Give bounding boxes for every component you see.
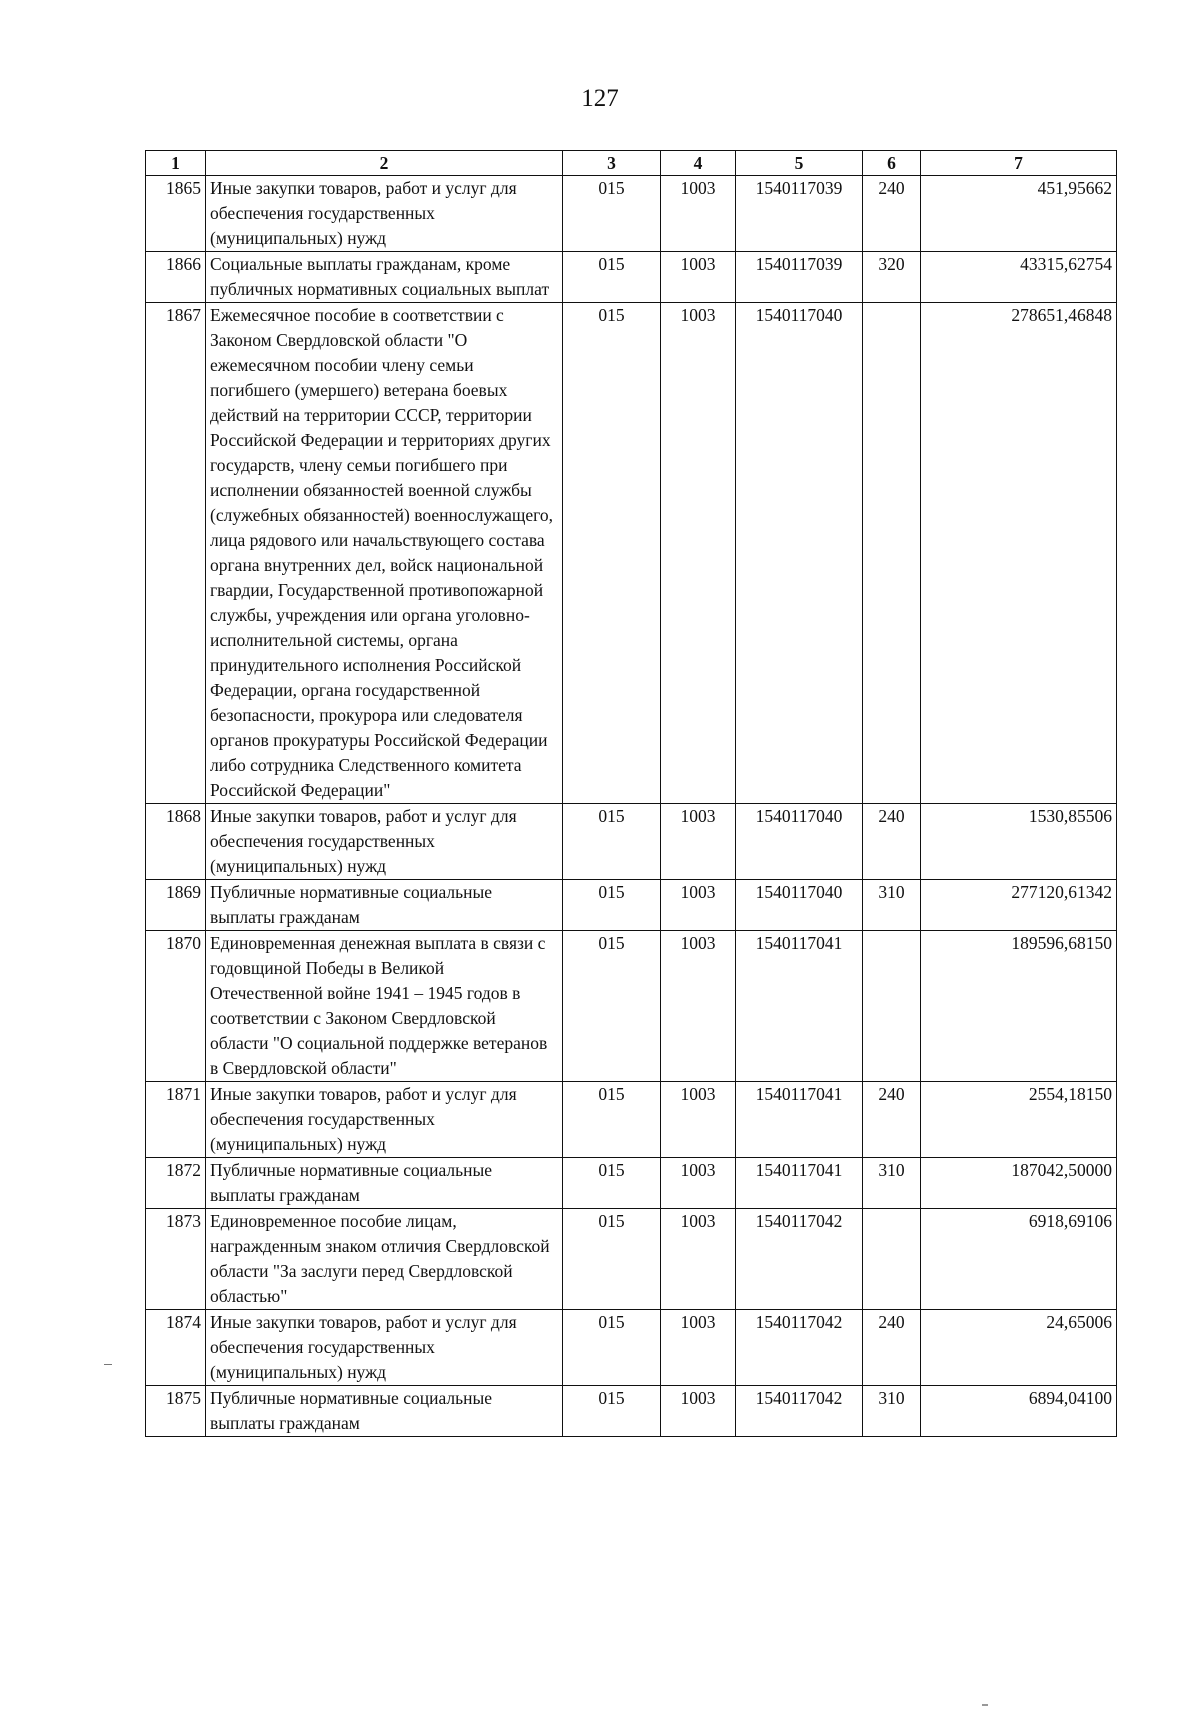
table-header-row <box>146 151 1117 176</box>
amount: 187042,50000 <box>921 1158 1117 1209</box>
section-code: 1003 <box>661 804 736 880</box>
expense-type-code: 240 <box>863 804 921 880</box>
amount: 1530,85506 <box>921 804 1117 880</box>
item-name: Ежемесячное пособие в соответствии с Законом Свердловской области "О ежемесячном пособии члену семьи погибшего (умершего) ветерана боевых действий на территории СССР, территории Российской Федерации и территориях других государств, члену семьи погибшего при исполнении обязанностей военной службы (служебных обязанностей) военнослужащего, лица рядового или начальствующего состава органа внутренних дел, войск национальной гвардии, Государственной противопожарной службы, учреждения или органа уголовно-исполнительной системы, органа принудительного исполнения Российской Федерации, органа государственной безопасности, прокурора или следователя органов прокуратуры Российской Федерации либо сотрудника Следственного комитета Российской Федерации" <box>206 303 563 804</box>
ministry-code: 015 <box>563 931 661 1082</box>
ministry-code: 015 <box>563 804 661 880</box>
amount: 2554,18150 <box>921 1082 1117 1158</box>
item-name: Публичные нормативные социальные выплаты гражданам <box>206 1386 563 1437</box>
table-row <box>146 931 1117 1082</box>
amount: 43315,62754 <box>921 252 1117 303</box>
table-row <box>146 880 1117 931</box>
target-article-code: 1540117040 <box>736 804 863 880</box>
row-number: 1873 <box>146 1209 206 1310</box>
amount: 451,95662 <box>921 176 1117 252</box>
expense-type-code <box>863 303 921 804</box>
column-header: 7 <box>921 151 1117 176</box>
item-name: Иные закупки товаров, работ и услуг для обеспечения государственных (муниципальных) нужд <box>206 176 563 252</box>
table-row <box>146 1158 1117 1209</box>
section-code: 1003 <box>661 1310 736 1386</box>
row-number: 1871 <box>146 1082 206 1158</box>
target-article-code: 1540117042 <box>736 1209 863 1310</box>
table-row <box>146 1082 1117 1158</box>
column-header: 6 <box>863 151 921 176</box>
table-row <box>146 1310 1117 1386</box>
item-name: Публичные нормативные социальные выплаты гражданам <box>206 1158 563 1209</box>
target-article-code: 1540117042 <box>736 1310 863 1386</box>
column-header: 1 <box>146 151 206 176</box>
amount: 277120,61342 <box>921 880 1117 931</box>
expense-type-code: 240 <box>863 1082 921 1158</box>
section-code: 1003 <box>661 1082 736 1158</box>
row-number: 1866 <box>146 252 206 303</box>
item-name: Социальные выплаты гражданам, кроме публичных нормативных социальных выплат <box>206 252 563 303</box>
section-code: 1003 <box>661 880 736 931</box>
target-article-code: 1540117041 <box>736 1082 863 1158</box>
column-header: 5 <box>736 151 863 176</box>
expense-type-code: 310 <box>863 880 921 931</box>
item-name: Иные закупки товаров, работ и услуг для обеспечения государственных (муниципальных) нужд <box>206 804 563 880</box>
amount: 189596,68150 <box>921 931 1117 1082</box>
ministry-code: 015 <box>563 880 661 931</box>
row-number: 1875 <box>146 1386 206 1437</box>
expense-type-code: 240 <box>863 1310 921 1386</box>
item-name: Единовременное пособие лицам, награжденным знаком отличия Свердловской области "За заслуги перед Свердловской областью" <box>206 1209 563 1310</box>
expense-type-code: 310 <box>863 1386 921 1437</box>
expense-type-code: 240 <box>863 176 921 252</box>
row-number: 1869 <box>146 880 206 931</box>
item-name: Единовременная денежная выплата в связи с годовщиной Победы в Великой Отечественной войне 1941 – 1945 годов в соответствии с Законом Свердловской области "О социальной поддержке ветеранов в Свердловской области" <box>206 931 563 1082</box>
column-header: 4 <box>661 151 736 176</box>
column-header: 2 <box>206 151 563 176</box>
margin-mark <box>982 1704 988 1706</box>
section-code: 1003 <box>661 1158 736 1209</box>
ministry-code: 015 <box>563 1209 661 1310</box>
amount: 6918,69106 <box>921 1209 1117 1310</box>
amount: 278651,46848 <box>921 303 1117 804</box>
target-article-code: 1540117039 <box>736 176 863 252</box>
section-code: 1003 <box>661 303 736 804</box>
row-number: 1870 <box>146 931 206 1082</box>
item-name: Иные закупки товаров, работ и услуг для обеспечения государственных (муниципальных) нужд <box>206 1082 563 1158</box>
target-article-code: 1540117040 <box>736 303 863 804</box>
table-row <box>146 1209 1117 1310</box>
amount: 24,65006 <box>921 1310 1117 1386</box>
target-article-code: 1540117041 <box>736 931 863 1082</box>
ministry-code: 015 <box>563 1386 661 1437</box>
row-number: 1867 <box>146 303 206 804</box>
section-code: 1003 <box>661 931 736 1082</box>
budget-table <box>145 150 1117 1437</box>
column-header: 3 <box>563 151 661 176</box>
expense-type-code: 310 <box>863 1158 921 1209</box>
amount: 6894,04100 <box>921 1386 1117 1437</box>
ministry-code: 015 <box>563 176 661 252</box>
ministry-code: 015 <box>563 1310 661 1386</box>
row-number: 1865 <box>146 176 206 252</box>
row-number: 1874 <box>146 1310 206 1386</box>
ministry-code: 015 <box>563 303 661 804</box>
expense-type-code <box>863 931 921 1082</box>
target-article-code: 1540117039 <box>736 252 863 303</box>
margin-mark <box>104 1364 112 1365</box>
section-code: 1003 <box>661 176 736 252</box>
expense-type-code <box>863 1209 921 1310</box>
row-number: 1868 <box>146 804 206 880</box>
table-row <box>146 252 1117 303</box>
item-name: Публичные нормативные социальные выплаты гражданам <box>206 880 563 931</box>
ministry-code: 015 <box>563 1082 661 1158</box>
page-number: 127 <box>581 85 619 112</box>
section-code: 1003 <box>661 1209 736 1310</box>
table-row <box>146 176 1117 252</box>
expense-type-code: 320 <box>863 252 921 303</box>
row-number: 1872 <box>146 1158 206 1209</box>
item-name: Иные закупки товаров, работ и услуг для обеспечения государственных (муниципальных) нужд <box>206 1310 563 1386</box>
ministry-code: 015 <box>563 252 661 303</box>
table-row <box>146 303 1117 804</box>
section-code: 1003 <box>661 252 736 303</box>
table-row <box>146 1386 1117 1437</box>
section-code: 1003 <box>661 1386 736 1437</box>
target-article-code: 1540117040 <box>736 880 863 931</box>
ministry-code: 015 <box>563 1158 661 1209</box>
target-article-code: 1540117042 <box>736 1386 863 1437</box>
table-row <box>146 804 1117 880</box>
target-article-code: 1540117041 <box>736 1158 863 1209</box>
